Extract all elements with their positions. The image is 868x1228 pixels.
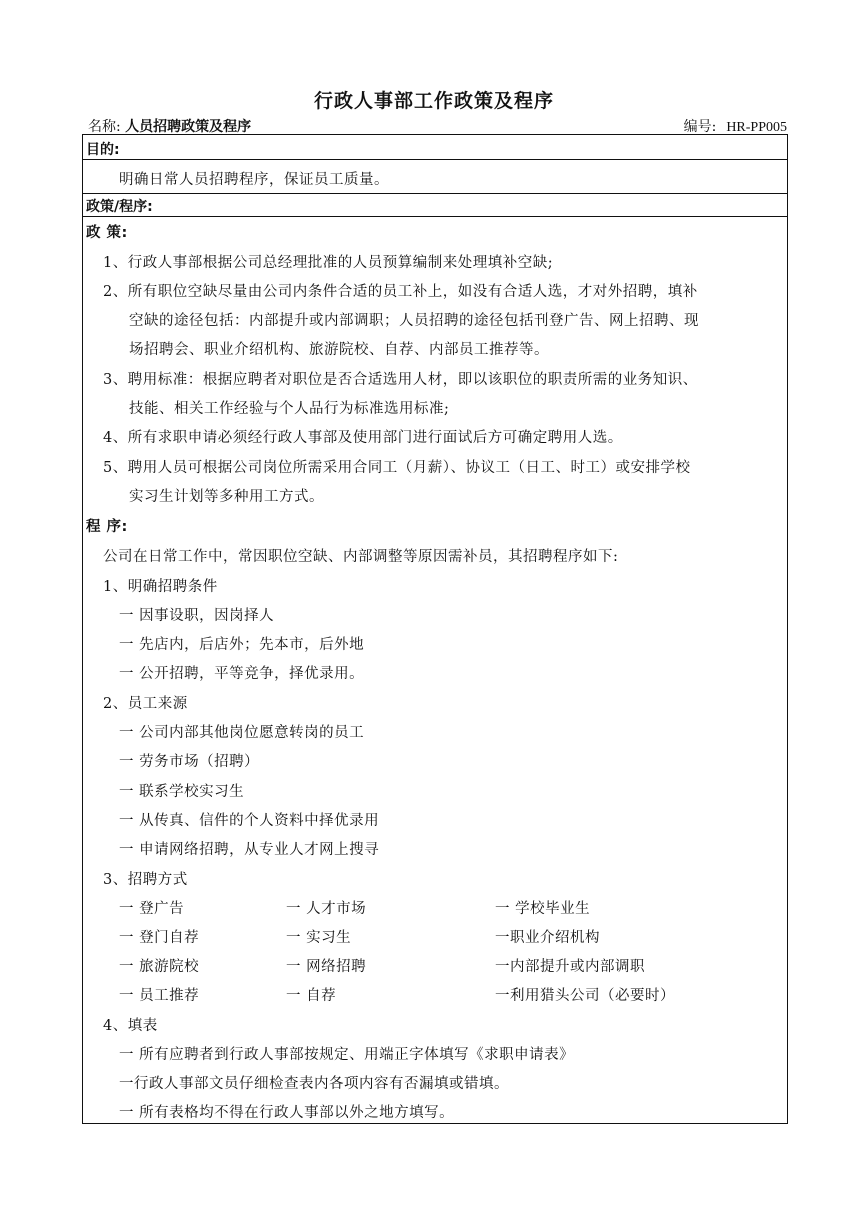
code-label: 编号: — [683, 119, 717, 135]
divider — [83, 216, 787, 217]
method-item: 一 学校毕业生 — [495, 901, 591, 917]
policy-line: 4、所有求职申请必须经行政人事部及使用部门进行面试后方可确定聘用人选。 — [103, 430, 623, 446]
procedure-heading: 程 序: — [86, 519, 128, 535]
list-item: 一 公司内部其他岗位愿意转岗的员工 — [119, 725, 365, 741]
list-item: 一 申请网络招聘，从专业人才网上搜寻 — [119, 842, 380, 858]
list-item: 一 从传真、信件的个人资料中择优录用 — [119, 813, 380, 829]
code-value: HR-PP005 — [726, 120, 787, 135]
method-item: 一 实习生 — [286, 930, 352, 946]
step-title: 4、填表 — [103, 1018, 158, 1034]
method-item: 一 人才市场 — [286, 901, 367, 917]
document-code — [684, 116, 787, 136]
list-item: 一行政人事部文员仔细检查表内各项内容有否漏填或错填。 — [119, 1076, 509, 1092]
list-item: 一 所有表格均不得在行政人事部以外之地方填写。 — [119, 1105, 455, 1121]
name-value: 人员招聘政策及程序 — [125, 119, 252, 135]
policy-line: 空缺的途径包括：内部提升或内部调职；人员招聘的途径包括刊登广告、网上招聘、现 — [129, 313, 699, 329]
document-name — [88, 116, 251, 136]
method-item: 一 网络招聘 — [286, 959, 367, 975]
purpose-text: 明确日常人员招聘程序，保证员工质量。 — [119, 172, 389, 188]
list-item: 一 公开招聘，平等竞争，择优录用。 — [119, 666, 365, 682]
step-title: 1、明确招聘条件 — [103, 579, 218, 595]
policy-line: 场招聘会、职业介绍机构、旅游院校、自荐、内部员工推荐等。 — [129, 342, 549, 358]
list-item: 一 联系学校实习生 — [119, 784, 245, 800]
policy-line: 2、所有职位空缺尽量由公司内条件合适的员工补上，如没有合适人选，才对外招聘，填补 — [103, 284, 698, 300]
method-item: 一 员工推荐 — [119, 988, 200, 1004]
policy-line: 1、行政人事部根据公司总经理批准的人员预算编制来处理填补空缺; — [103, 255, 554, 271]
divider — [83, 193, 787, 194]
list-item: 一 因事设职，因岗择人 — [119, 608, 275, 624]
divider — [83, 159, 787, 160]
content-table — [82, 134, 788, 1124]
list-item: 一 劳务市场（招聘） — [119, 754, 260, 770]
policy-line: 实习生计划等多种用工方式。 — [129, 489, 324, 505]
method-item: 一职业介绍机构 — [495, 930, 600, 946]
method-item: 一 旅游院校 — [119, 959, 200, 975]
method-item: 一 自荐 — [286, 988, 337, 1004]
list-item: 一 先店内，后店外；先本市，后外地 — [119, 637, 365, 653]
page-title: 行政人事部工作政策及程序 — [313, 90, 554, 112]
policy-line: 技能、相关工作经验与个人品行为标准选用标准; — [129, 401, 450, 417]
method-item: 一 登门自荐 — [119, 930, 200, 946]
document-meta — [82, 116, 787, 136]
method-item: 一 登广告 — [119, 901, 185, 917]
step-title: 2、员工来源 — [103, 696, 188, 712]
procedure-intro: 公司在日常工作中，常因职位空缺、内部调整等原因需补员，其招聘程序如下: — [103, 549, 619, 565]
policy-line: 5、聘用人员可根据公司岗位所需采用合同工（月薪）、协议工（日工、时工）或安排学校 — [103, 460, 691, 476]
name-label: 名称: — [88, 119, 121, 135]
policy-procedure-heading: 政策/程序: — [86, 199, 153, 215]
method-item: 一利用猎头公司（必要时） — [495, 988, 675, 1004]
list-item: 一 所有应聘者到行政人事部按规定、用端正字体填写《求职申请表》 — [119, 1047, 575, 1063]
purpose-heading: 目的: — [86, 142, 120, 158]
policy-line: 3、聘用标准：根据应聘者对职位是否合适选用人材，即以该职位的职责所需的业务知识、 — [103, 372, 698, 388]
policy-heading: 政 策: — [86, 225, 128, 241]
step-title: 3、招聘方式 — [103, 872, 188, 888]
method-item: 一内部提升或内部调职 — [495, 959, 645, 975]
